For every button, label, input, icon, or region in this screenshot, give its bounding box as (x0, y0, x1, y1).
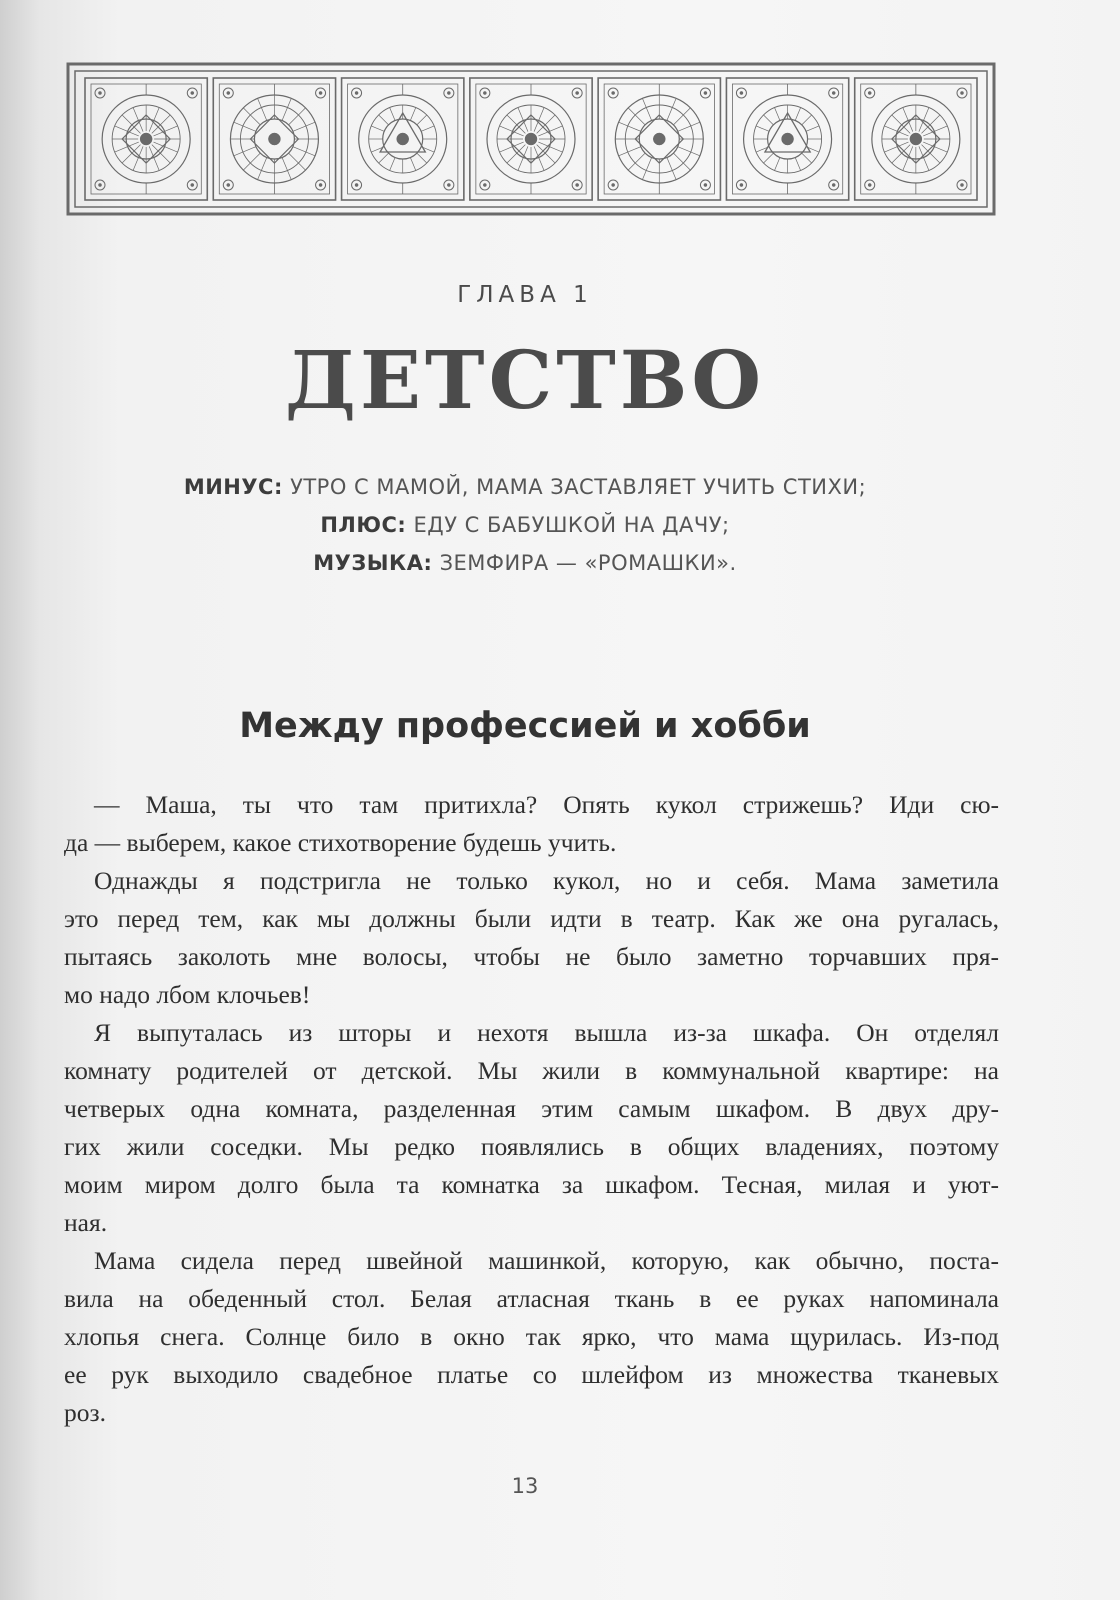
text-line: мо надо лбом клочьев! (64, 980, 311, 1009)
ornament-tile (598, 78, 720, 200)
text-line: хлопья снега. Солнце било в окно так ярко, что мама щурилась. Из-под (64, 1322, 999, 1351)
ornament-tile (470, 78, 592, 200)
epigraph-plus-line (0, 506, 1050, 544)
text-line: четверых одна комната, разделенная этим самым шкафом. В двух дру- (64, 1094, 999, 1123)
chapter-epigraph (0, 468, 1050, 582)
ornament-tile (342, 78, 464, 200)
epigraph-plus-text: ЕДУ С БАБУШКОЙ НА ДАЧУ; (413, 513, 730, 537)
text-line: да — выберем, какое стихотворение будешь учить. (64, 828, 617, 857)
epigraph-music-text: ЗЕМФИРА — «РОМАШКИ». (439, 551, 737, 575)
text-line: пытаясь заколоть мне волосы, чтобы не было заметно торчавших пря- (64, 942, 999, 971)
epigraph-plus-key: ПЛЮС: (320, 513, 407, 537)
text-line: Мама сидела перед швейной машинкой, которую, как обычно, поста- (94, 1246, 999, 1275)
paragraph (64, 862, 999, 1014)
ornament-tile (726, 78, 848, 200)
epigraph-minus-line (0, 468, 1050, 506)
ornament-tile (85, 78, 207, 200)
epigraph-music-key: МУЗЫКА: (313, 551, 433, 575)
text-line: комнату родителей от детской. Мы жили в коммунальной квартире: на (64, 1056, 999, 1085)
paragraph (64, 1242, 999, 1432)
text-line: ная. (64, 1208, 108, 1237)
ornament-tile (213, 78, 335, 200)
paragraph (64, 786, 999, 862)
section-heading: Между профессией и хобби (239, 706, 811, 746)
text-line: ее рук выходило свадебное платье со шлейфом из множества тканевых (64, 1360, 999, 1389)
ornamental-banner (66, 62, 996, 216)
text-line: Я выпуталась из шторы и нехотя вышла из-за шкафа. Он отделял (94, 1018, 999, 1047)
chapter-label: ГЛАВА 1 (457, 282, 593, 308)
text-line: роз. (64, 1398, 106, 1427)
epigraph-minus-text: УТРО С МАМОЙ, МАМА ЗАСТАВЛЯЕТ УЧИТЬ СТИХИ; (290, 475, 867, 499)
text-line: Однажды я подстригла не только кукол, но и себя. Мама заметила (94, 866, 999, 895)
body-text (64, 786, 999, 1432)
text-line: гих жили соседки. Мы редко появлялись в общих владениях, поэтому (64, 1132, 999, 1161)
epigraph-music-line (0, 544, 1050, 582)
paragraph (64, 1014, 999, 1242)
text-line: вила на обеденный стол. Белая атласная ткань в ее руках напоминала (64, 1284, 999, 1313)
page-number: 13 (511, 1474, 539, 1498)
text-line: это перед тем, как мы должны были идти в театр. Как же она ругалась, (64, 904, 999, 933)
ornament-tile (855, 78, 977, 200)
chapter-title: ДЕТСТВО (284, 333, 766, 427)
epigraph-minus-key: МИНУС: (183, 475, 283, 499)
text-line: — Маша, ты что там притихла? Опять кукол стрижешь? Иди сю- (94, 790, 999, 819)
text-line: моим миром долго была та комнатка за шкафом. Тесная, милая и уют- (64, 1170, 999, 1199)
